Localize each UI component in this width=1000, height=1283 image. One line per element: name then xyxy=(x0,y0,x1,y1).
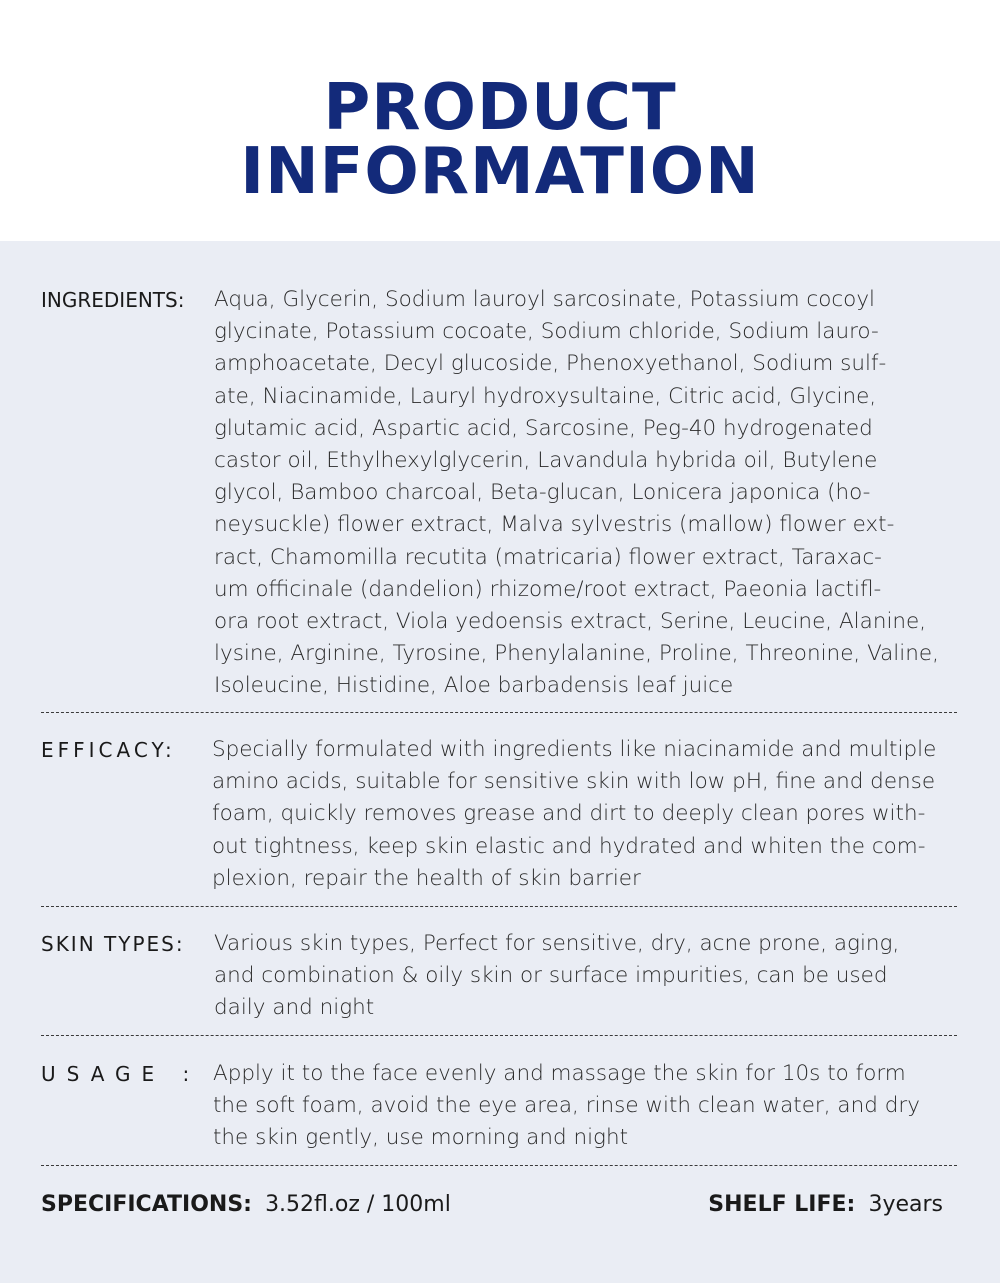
efficacy-text xyxy=(212,734,982,895)
efficacy-line: Specially formulated with ingredients like niacinamide and multiple xyxy=(212,737,937,762)
usage-label: USAGE : xyxy=(41,1062,201,1086)
page-title-line2: INFORMATION xyxy=(240,135,760,209)
usage-text xyxy=(213,1058,973,1155)
shelf-life xyxy=(708,1187,943,1224)
ingredients-line: Isoleucine, Histidine, Aloe barbadensis leaf juice xyxy=(214,673,734,699)
divider xyxy=(41,1165,957,1166)
page-title-line1: PRODUCT xyxy=(323,71,677,145)
divider xyxy=(41,906,957,907)
skin-types-text xyxy=(214,928,974,1025)
specifications xyxy=(41,1187,451,1224)
spec-label: SPECIFICATIONS: xyxy=(41,1192,252,1217)
ingredients-line: ora root extract, Viola yedoensis extract, Serine, Leucine, Alanine, xyxy=(214,609,927,635)
ingredients-line: ract, Chamomilla recutita (matricaria) flower extract, Taraxac- xyxy=(214,544,882,570)
ingredients-line: um officinale (dandelion) rhizome/root extract, Paeonia lactifl- xyxy=(214,576,882,602)
ingredients-line: ate, Niacinamide, Lauryl hydroxysultaine, Citric acid, Glycine, xyxy=(214,383,877,409)
usage-line: the skin gently, use morning and night xyxy=(213,1125,629,1151)
divider xyxy=(41,712,957,713)
ingredients-line: glycinate, Potassium cocoate, Sodium chloride, Sodium lauro- xyxy=(214,319,879,345)
ingredients-label: INGREDIENTS: xyxy=(41,288,185,312)
skin-types-label: SKIN TYPES: xyxy=(41,932,185,956)
efficacy-line: foam, quickly removes grease and dirt to deeply clean pores with- xyxy=(212,801,926,827)
efficacy-line: amino acids, suitable for sensitive skin with low pH, fine and dense xyxy=(212,769,936,795)
shelf-value: 3years xyxy=(868,1192,943,1217)
ingredients-line: lysine, Arginine, Tyrosine, Phenylalanine, Proline, Threonine, Valine, xyxy=(214,641,939,667)
title-area xyxy=(0,0,1000,241)
ingredients-line: glutamic acid, Aspartic acid, Sarcosine, Peg-40 hydrogenated xyxy=(214,415,873,441)
efficacy-line: plexion, repair the health of skin barrier xyxy=(212,865,641,891)
ingredients-line: neysuckle) flower extract, Malva sylvestris (mallow) flower ext- xyxy=(214,512,895,538)
spec-value: 3.52fl.oz / 100ml xyxy=(265,1192,451,1217)
divider xyxy=(41,1035,957,1036)
skin-types-line: and combination & oily skin or surface impurities, can be used xyxy=(214,963,888,989)
usage-line: Apply it to the face evenly and massage the skin for 10s to form xyxy=(213,1061,906,1086)
ingredients-line: amphoacetate, Decyl glucoside, Phenoxyethanol, Sodium sulf- xyxy=(214,351,887,377)
efficacy-label: EFFICACY: xyxy=(41,738,176,762)
efficacy-line: out tightness, keep skin elastic and hydrated and whiten the com- xyxy=(212,833,926,859)
ingredients-line: Aqua, Glycerin, Sodium lauroyl sarcosinate, Potassium cocoyl xyxy=(214,287,876,312)
ingredients-line: glycol, Bamboo charcoal, Beta-glucan, Lonicera japonica (ho- xyxy=(214,480,871,506)
ingredients-text xyxy=(214,284,974,703)
skin-types-line: Various skin types, Perfect for sensitive, dry, acne prone, aging, xyxy=(214,931,900,956)
spec-row xyxy=(0,1187,1000,1227)
shelf-label: SHELF LIFE: xyxy=(708,1192,856,1217)
skin-types-line: daily and night xyxy=(214,995,375,1021)
usage-line: the soft foam, avoid the eye area, rinse with clean water, and dry xyxy=(213,1093,920,1119)
ingredients-line: castor oil, Ethylhexylglycerin, Lavandula hybrida oil, Butylene xyxy=(214,448,878,474)
